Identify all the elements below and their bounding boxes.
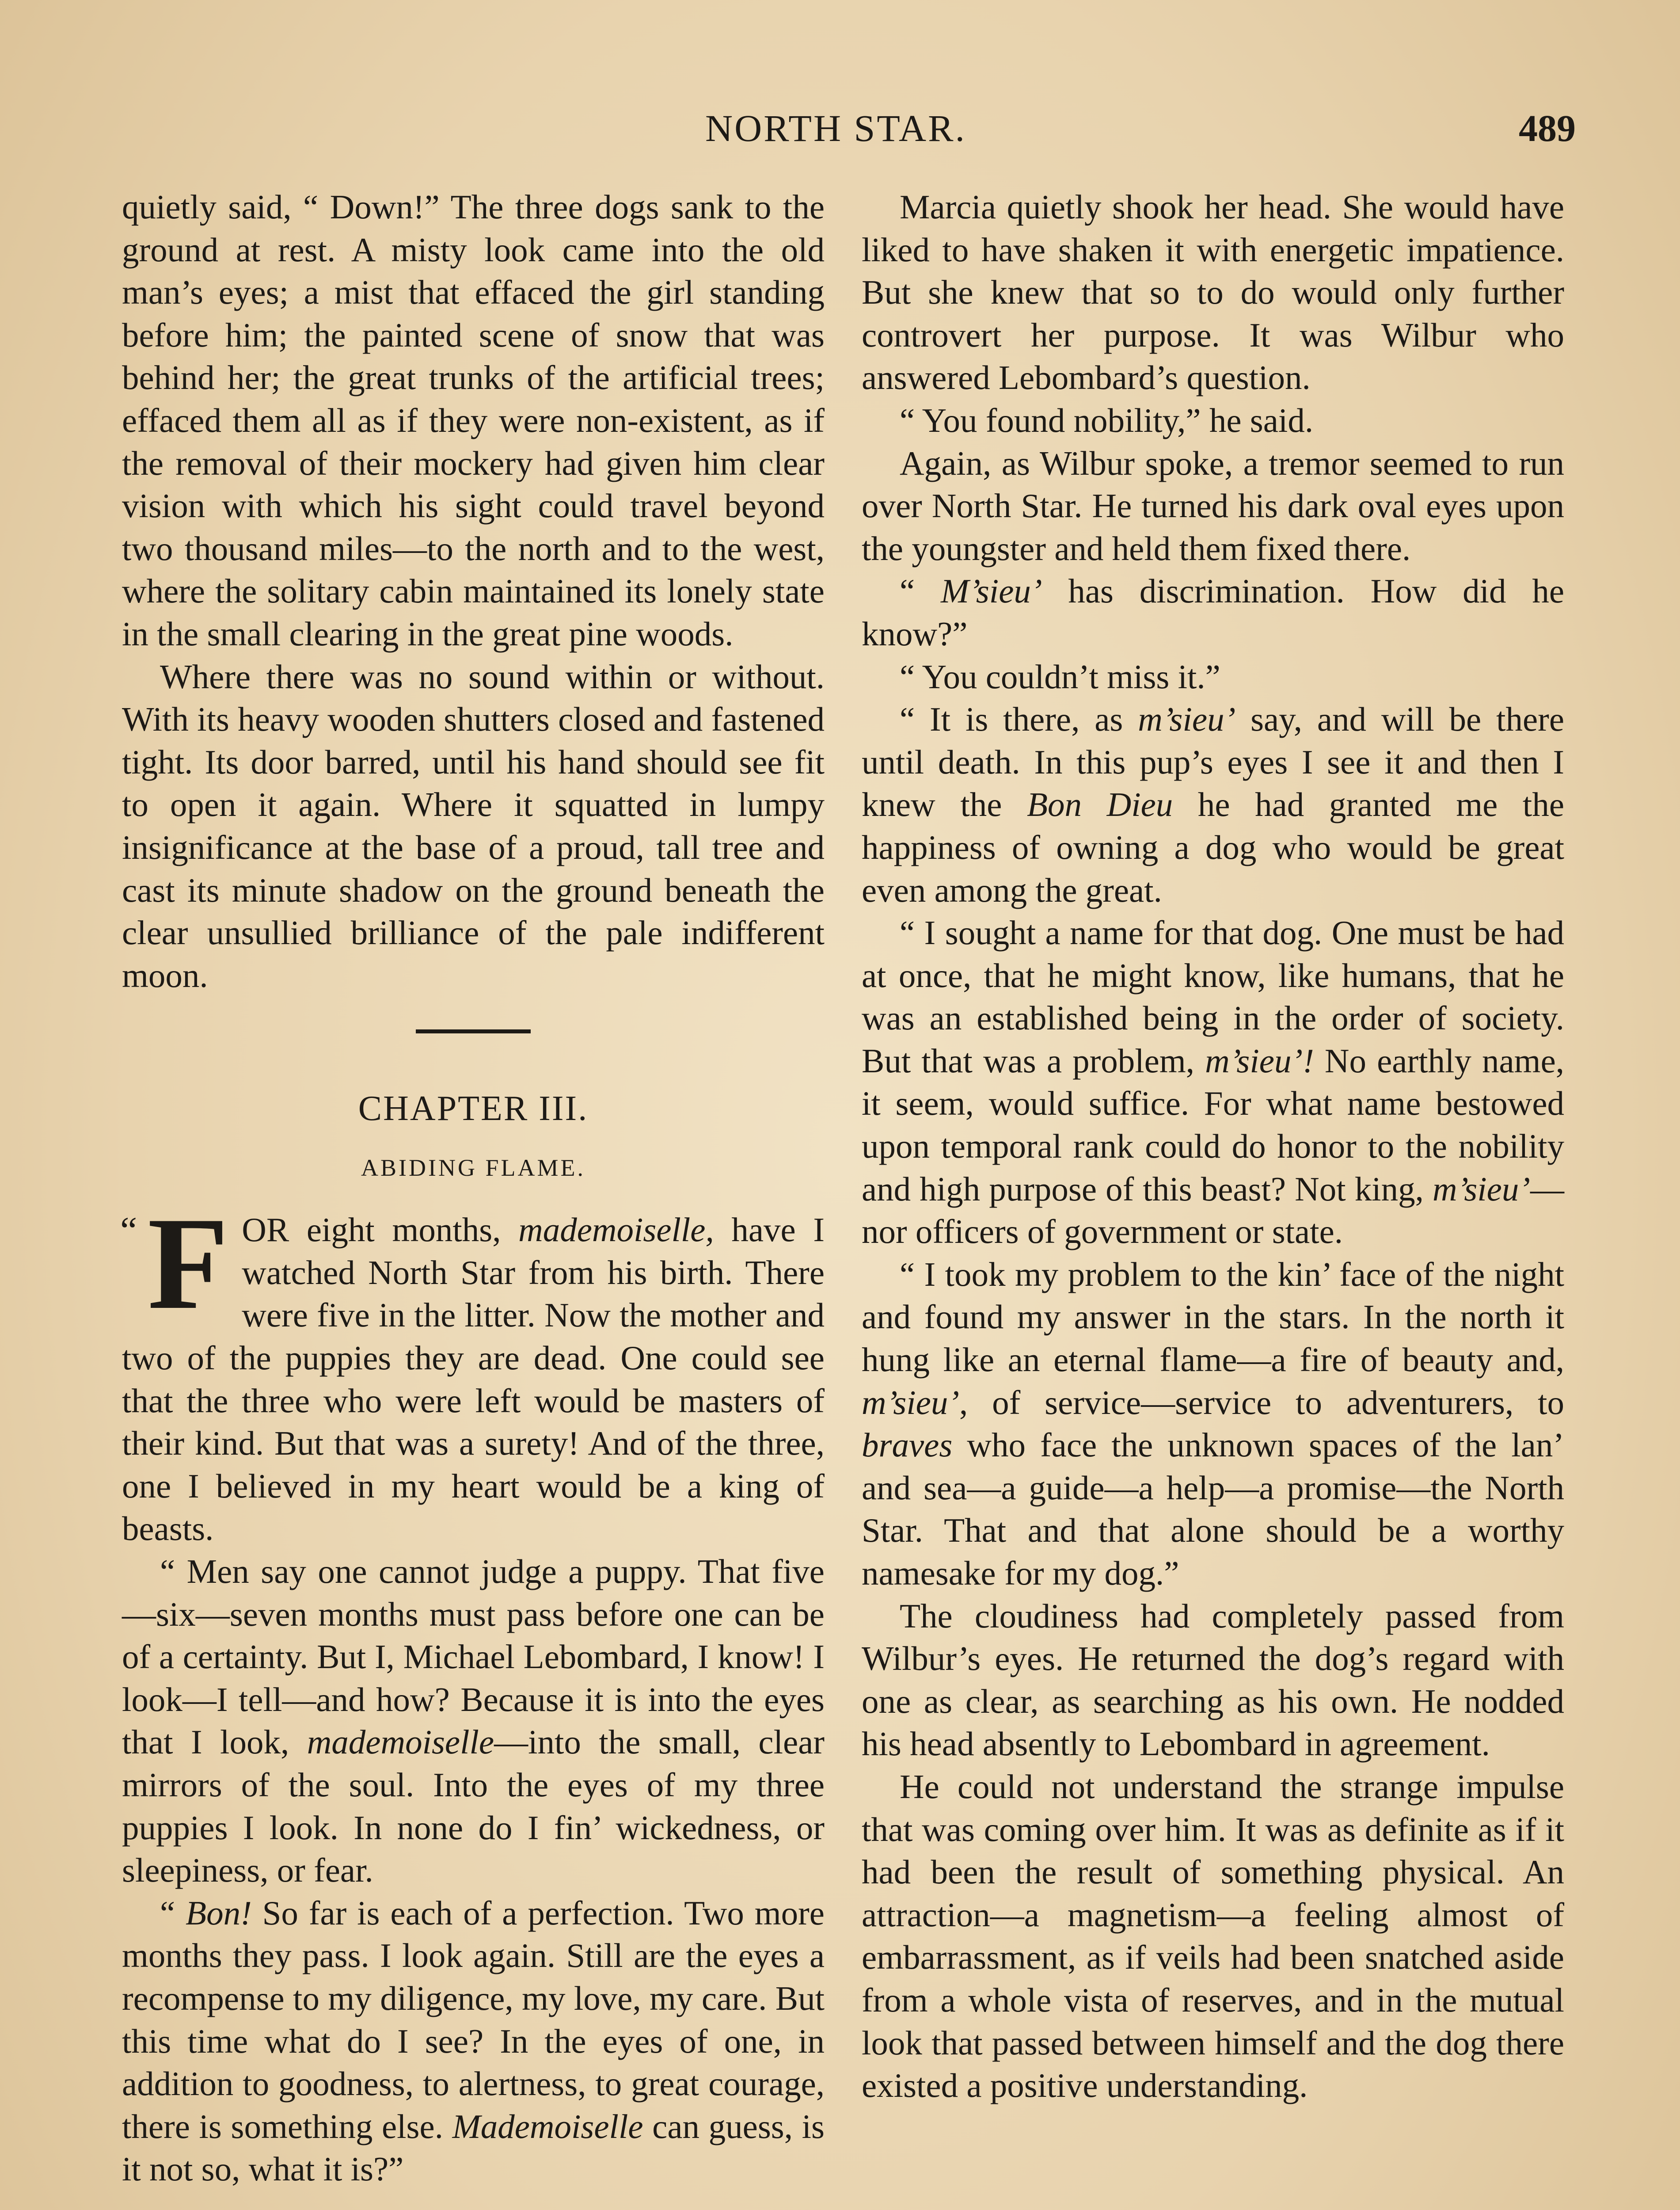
text-run: OR eight months,	[242, 1211, 519, 1249]
paragraph: Marcia quietly shook her head. She would have liked to have shaken it with energetic impatience. But she knew that so to do would only further controvert her purpose. It was Wilbur who answered Lebombard’s question.	[862, 188, 1564, 397]
paragraph	[862, 1253, 1564, 1595]
text-run: who face the unknown spaces of the lan’ and sea—a guide—a help—a promise—the North Star. That and that alone should be a worthy namesake for my dog.”	[862, 1426, 1564, 1592]
italic-text: m’sieu’	[862, 1383, 959, 1421]
running-title: NORTH STAR.	[705, 107, 966, 149]
text-run: So far is each of a perfection. Two more months they pass. I look again. Still are the eyes a recompense to my diligence, my love, my care. But this time what do I see? In the eyes of one, in addition to goodness, to alertness, to great courage, there is something else.	[122, 1894, 825, 2145]
italic-text: Bon!	[186, 1894, 252, 1932]
paragraph: The cloudiness had completely passed from Wilbur’s eyes. He returned the dog’s regard with one as clear, as searching as his own. He nodded his head absently to Lebombard in agreement.	[862, 1597, 1564, 1763]
paragraph: Again, as Wilbur spoke, a tremor seemed to run over North Star. He turned his dark oval eyes upon the youngster and held them fixed there.	[862, 444, 1564, 568]
text-run: has discrimination. How did he know?”	[862, 572, 1564, 653]
paragraph	[862, 570, 1564, 655]
text-run: can guess, is it not so, what it is?”	[122, 2107, 825, 2188]
chapter-subtitle: ABIDING FLAME.	[361, 1155, 585, 1181]
paragraph	[122, 1892, 825, 2191]
opening-quote-mark: “	[120, 1209, 137, 1252]
paragraph: “ You found nobility,” he said.	[900, 401, 1314, 439]
text-run: —into the small, clear mirrors of the soul. Into the eyes of my three puppies I look. In none do I fin’ wickedness, or sleepiness, or fear.	[122, 1723, 825, 1890]
italic-text: Mademoiselle	[452, 2107, 643, 2145]
drop-cap: F	[148, 1190, 229, 1337]
chapter-title: CHAPTER III.	[358, 1089, 589, 1128]
text-run: “	[160, 1894, 186, 1932]
right-column	[862, 186, 1564, 2107]
text-run: “	[900, 572, 941, 610]
paragraph	[862, 698, 1564, 911]
section-divider	[416, 1029, 531, 1033]
italic-text: m’sieu’!	[1205, 1041, 1314, 1080]
chapter-opening	[120, 1190, 825, 1550]
text-run: he had granted me the happiness of owning a dog who would be great even among the great.	[862, 785, 1564, 909]
italic-text: m’sieu’	[1138, 700, 1236, 739]
text-run: say, and will be there until death. In this pup’s eyes I see it and then I knew the	[862, 700, 1564, 824]
paragraph	[122, 1550, 825, 1892]
text-run: No earthly name, it seem, would suffice. For what name bestowed upon temporal rank could do honor to the nobility and high purpose of this beast? Not king,	[862, 1041, 1564, 1208]
paragraph: “ You couldn’t miss it.”	[900, 657, 1220, 696]
page-header	[122, 102, 1576, 155]
page-number: 489	[1519, 107, 1576, 149]
paragraph: He could not understand the strange impulse that was coming over him. It was as definite as if it had been the result of something physical. An attraction—a magnetism—a feeling almost of embarrassment, as if veils had been snatched aside from a whole vista of reserves, and in the mutual look that passed between himself and the dog there existed a positive understanding.	[862, 1767, 1564, 2105]
paragraph	[122, 1190, 825, 1550]
italic-text: Bon Dieu	[1027, 785, 1173, 824]
paragraph: Where there was no sound within or without. With its heavy wooden shutters closed and fastened tight. Its door barred, until his hand should see fit to open it again. Where it squatted in lumpy insignificance at the base of a proud, tall tree and cast its minute shadow on the ground beneath the clear unsullied brilliance of the pale indifferent moon.	[122, 657, 825, 994]
italic-text: mademoiselle	[307, 1723, 494, 1761]
left-column	[122, 186, 825, 2191]
paragraph: quietly said, “ Down!” The three dogs sank to the ground at rest. A misty look came into the old man’s eyes; a mist that effaced the girl standing before him; the painted scene of snow that was behind her; the great trunks of the artificial trees; effaced them all as if they were non-existent, as if the removal of their mockery had given him clear vision with which his sight could travel beyond two thousand miles—to the north and to the west, where the solitary cabin maintained its lonely state in the small clearing in the great pine woods.	[122, 188, 825, 653]
text-run: , of service—service to adventurers, to	[959, 1383, 1564, 1421]
italic-text: m’sieu’	[1433, 1170, 1530, 1208]
italic-text: mademoiselle,	[518, 1211, 714, 1249]
text-run: have I watched North Star from his birth. There were five in the litter. Now the mother and two of the puppies they are dead. One could see that the three who were left would be masters of their kind. But that was a surety! And of the three, one I believed in my heart would be a king of beasts.	[122, 1211, 825, 1548]
text-run: “ I took my problem to the kin’ face of the night and found my answer in the stars. In the north it hung like an eternal flame—a fire of beauty and,	[862, 1255, 1564, 1379]
text-run: “ Men say one cannot judge a puppy. That five—six—seven months must pass before one can be of a certainty. But I, Michael Lebombard, I know! I look—I tell—and how? Because it is into the eyes that I look,	[122, 1552, 825, 1761]
italic-text: braves	[862, 1426, 953, 1464]
text-run: “ I sought a name for that dog. One must be had at once, that he might know, like humans, that he was an established being in the order of society. But that was a problem,	[862, 914, 1564, 1080]
italic-text: M’sieu’	[940, 572, 1042, 610]
text-run: —nor officers of government or state.	[862, 1170, 1564, 1251]
text-run: “ It is there, as	[900, 700, 1138, 739]
paragraph	[862, 911, 1564, 1253]
